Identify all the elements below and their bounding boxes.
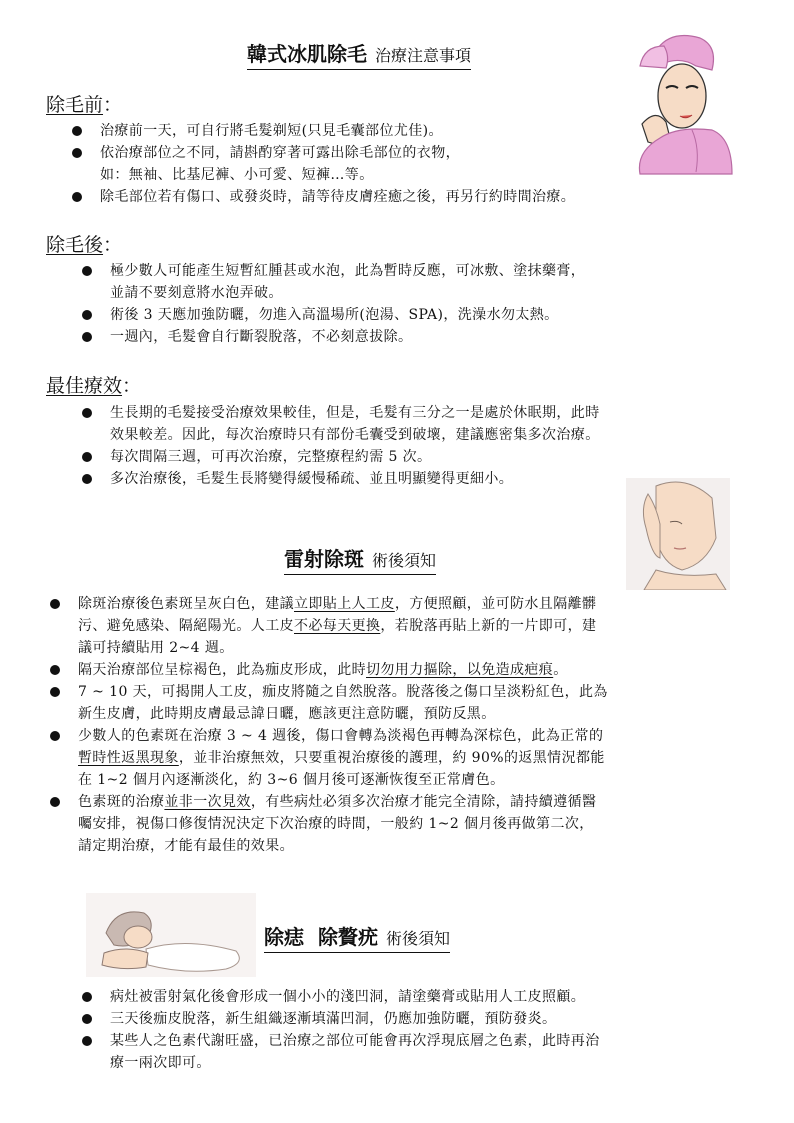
bullet-icon [82,310,92,320]
section1-title-bold: 韓式冰肌除毛 [247,42,367,66]
bullet-icon [82,474,92,484]
list-item: 7 ~ 10 天，可揭開人工皮，痂皮將隨之自然脫落。脫落後之傷口呈淡粉紅色，此為 新生皮膚，此時期皮膚最忌諱日曬，應該更注意防曬，預防反黑。 [50,681,608,725]
bullet-icon [82,1036,92,1046]
best-heading-text: 最佳療效 [46,375,123,397]
best-heading-colon: ： [122,375,142,397]
woman-towel-illustration [600,26,740,176]
list-item: 除斑治療後色素斑呈灰白色，建議立即貼上人工皮，方便照顧，並可防水且隔離髒 污、避免感染、隔絕陽光。人工皮不必每天更換，若脫落再貼上新的一片即可，建 議可持續貼用 2~4 週。 [50,593,608,659]
after-heading-text: 除毛後 [46,234,104,256]
section3-title-bold1: 除痣 [264,925,304,949]
bullet-icon [50,687,60,697]
list-item: 色素斑的治療並非一次見效，有些病灶必須多次治療才能完全清除，請持續遵循醫 囑安排，視傷口修復情況決定下次治療的時間，一般約 1~2 個月後再做第二次， 請定期治療，才能有最佳的效果。 [50,791,608,857]
list-item: 一週內，毛髮會自行斷裂脫落，不必刻意拔除。 [82,326,585,348]
list-item: 術後 3 天應加強防曬，勿進入高溫場所(泡湯、SPA)，洗澡水勿太熱。 [82,304,585,326]
bullet-icon [82,266,92,276]
after-heading-colon: ： [103,234,123,256]
bullet-icon [82,332,92,342]
list-item: 某些人之色素代謝旺盛，已治療之部位可能會再次浮現底層之色素，此時再治 療一兩次即可。 [82,1030,600,1074]
list-item: 極少數人可能產生短暫紅腫甚或水泡，此為暫時反應，可冰敷、塗抹藥膏， 並請不要刻意將水泡弄破。 [82,260,585,304]
best-list [82,402,600,490]
list-item: 三天後痂皮脫落，新生組織逐漸填滿凹洞，仍應加強防曬，預防發炎。 [82,1008,600,1030]
laser-list [50,593,608,857]
list-item: 生長期的毛髮接受治療效果較佳，但是，毛髮有三分之一是處於休眠期，此時 效果較差。因此，每次治療時只有部份毛囊受到破壞，建議應密集多次治療。 [82,402,600,446]
list-item: 除毛部位若有傷口、或發炎時，請等待皮膚痊癒之後，再另行約時間治療。 [72,186,575,208]
section3-title [264,925,450,953]
before-heading-colon: ： [103,94,123,116]
list-item: 少數人的色素斑在治療 3 ~ 4 週後，傷口會轉為淡褐色再轉為深棕色，此為正常的 暫時性返黑現象，並非治療無效，只要重視治療後的護理，約 90%的返黑情況都能 在 1~2 個月內逐漸淡化，約 3~6 個月後可逐漸恢復至正常膚色。 [50,725,608,791]
bullet-icon [72,126,82,136]
bullet-icon [50,731,60,741]
list-item: 每次間隔三週，可再次治療，完整療程約需 5 次。 [82,446,600,468]
section3-title-bold2: 除贅疣 [318,925,378,949]
bullet-icon [82,1014,92,1024]
bullet-icon [50,599,60,609]
section2-title-bold: 雷射除斑 [284,547,364,571]
bullet-icon [72,148,82,158]
list-item: 治療前一天，可自行將毛髮剃短(只見毛囊部位尤佳)。 [72,120,575,142]
bullet-icon [82,992,92,1002]
section1-title-sub: 治療注意事項 [375,46,472,65]
after-heading [46,233,122,257]
before-heading-text: 除毛前 [46,94,104,116]
bullet-icon [72,192,82,202]
face-touch-illustration [626,478,730,590]
mole-list [82,986,600,1074]
bullet-icon [82,452,92,462]
list-item: 多次治療後，毛髮生長將變得緩慢稀疏、並且明顯變得更細小。 [82,468,600,490]
list-item: 依治療部位之不同，請斟酌穿著可露出除毛部位的衣物， 如：無袖、比基尼褲、小可愛、短褲…等。 [72,142,575,186]
bullet-icon [82,408,92,418]
list-item: 隔天治療部位呈棕褐色，此為痂皮形成，此時切勿用力摳除，以免造成疤痕。 [50,659,608,681]
before-heading [46,93,122,117]
best-heading [46,374,141,398]
bullet-icon [50,797,60,807]
section3-title-sub: 術後須知 [386,929,451,948]
after-list [82,260,585,348]
bullet-icon [50,665,60,675]
before-list [72,120,575,208]
section1-title [247,42,471,70]
reclining-woman-illustration [86,893,256,977]
section2-title [284,547,436,575]
list-item: 病灶被雷射氣化後會形成一個小小的淺凹洞，請塗藥膏或貼用人工皮照顧。 [82,986,600,1008]
section2-title-sub: 術後須知 [372,551,437,570]
